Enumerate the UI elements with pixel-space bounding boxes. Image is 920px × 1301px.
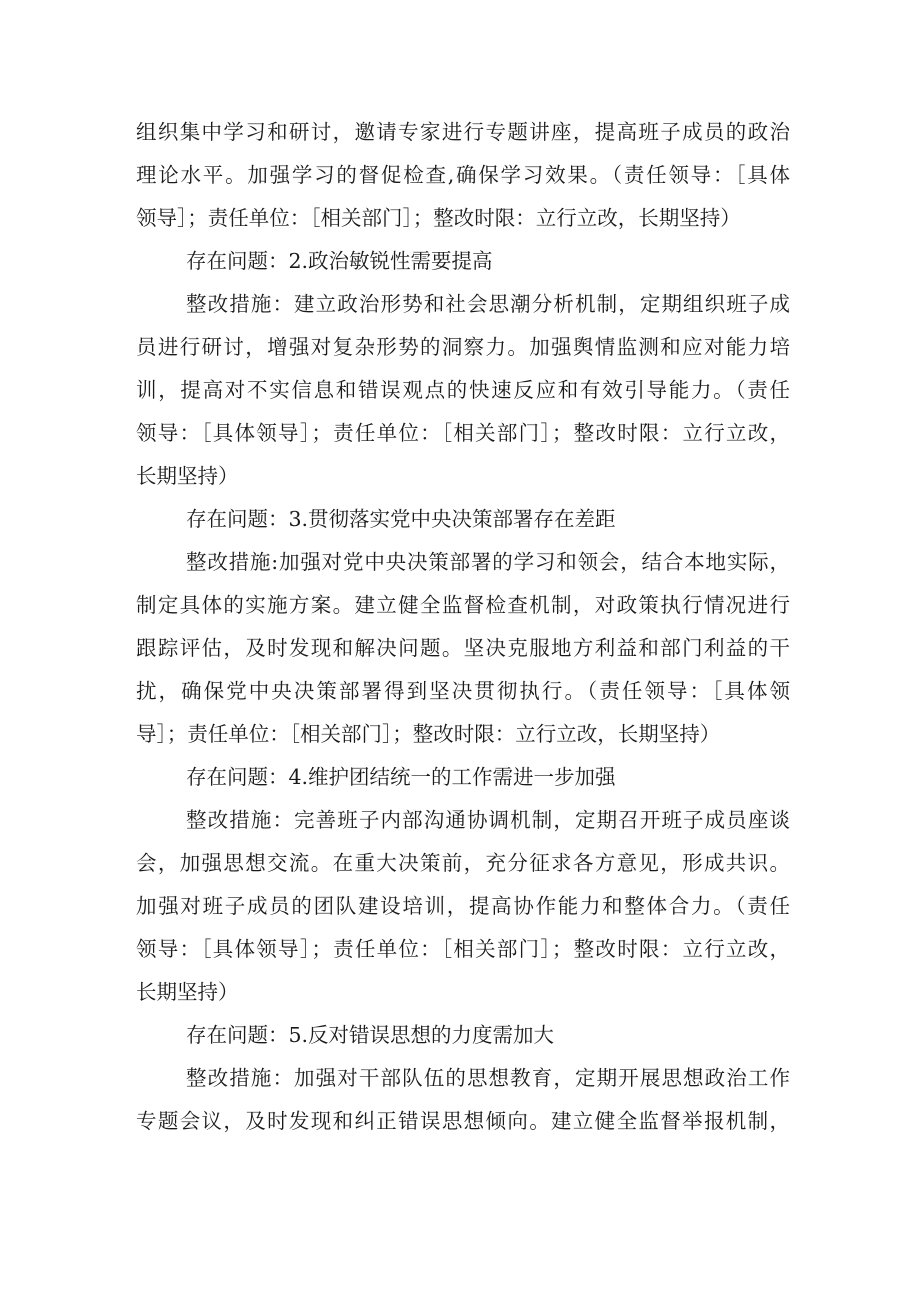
body-line: 领导］；责任单位：［相关部门］；整改时限：立行立改，长期坚持） (136, 206, 741, 230)
body-line: 组织集中学习和研讨，邀请专家进行专题讲座，提高班子成员的政治 (136, 120, 790, 144)
body-line: 加强对班子成员的团队建设培训，提高协作能力和整体合力。（责任 (136, 894, 790, 918)
measure-line: 整改措施:加强对党中央决策部署的学习和领会，结合本地实际， (186, 550, 790, 574)
body-line: 跟踪评估，及时发现和解决问题。坚决克服地方利益和部门利益的干 (136, 636, 790, 660)
body-line: 领导：［具体领导］；责任单位：［相关部门］；整改时限：立行立改， (136, 421, 790, 445)
measure-line: 整改措施：加强对干部队伍的思想教育，定期开展思想政治工作 (186, 1066, 790, 1090)
issue-heading: 存在问题：3.贯彻落实党中央决策部署存在差距 (186, 507, 616, 531)
body-line: 扰，确保党中央决策部署得到坚决贯彻执行。（责任领导：［具体领 (136, 679, 790, 703)
body-line: 制定具体的实施方案。建立健全监督检查机制，对政策执行情况进行 (136, 593, 790, 617)
body-line: 长期坚持） (136, 464, 239, 488)
body-line: 领导：［具体领导］；责任单位：［相关部门］；整改时限：立行立改， (136, 937, 790, 961)
body-line: 理论水平。加强学习的督促检查,确保学习效果。（责任领导：［具体 (136, 163, 790, 187)
measure-line: 整改措施：完善班子内部沟通协调机制，定期召开班子成员座谈 (186, 808, 790, 832)
body-line: 会，加强思想交流。在重大决策前，充分征求各方意见，形成共识。 (136, 851, 790, 875)
document-page (136, 111, 790, 1143)
issue-heading: 存在问题：5.反对错误思想的力度需加大 (186, 1023, 555, 1047)
measure-line: 整改措施：建立政治形势和社会思潮分析机制，定期组织班子成 (186, 292, 790, 316)
body-line: 导］；责任单位：［相关部门］；整改时限：立行立改，长期坚持） (136, 722, 721, 746)
body-line: 员进行研讨，增强对复杂形势的洞察力。加强舆情监测和应对能力培 (136, 335, 790, 359)
body-line: 训，提高对不实信息和错误观点的快速反应和有效引导能力。（责任 (136, 378, 790, 402)
body-line: 长期坚持） (136, 980, 239, 1004)
body-line: 专题会议，及时发现和纠正错误思想倾向。建立健全监督举报机制， (136, 1109, 790, 1133)
issue-heading: 存在问题：4.维护团结统一的工作需进一步加强 (186, 765, 616, 789)
issue-heading: 存在问题：2.政治敏锐性需要提高 (186, 249, 493, 273)
